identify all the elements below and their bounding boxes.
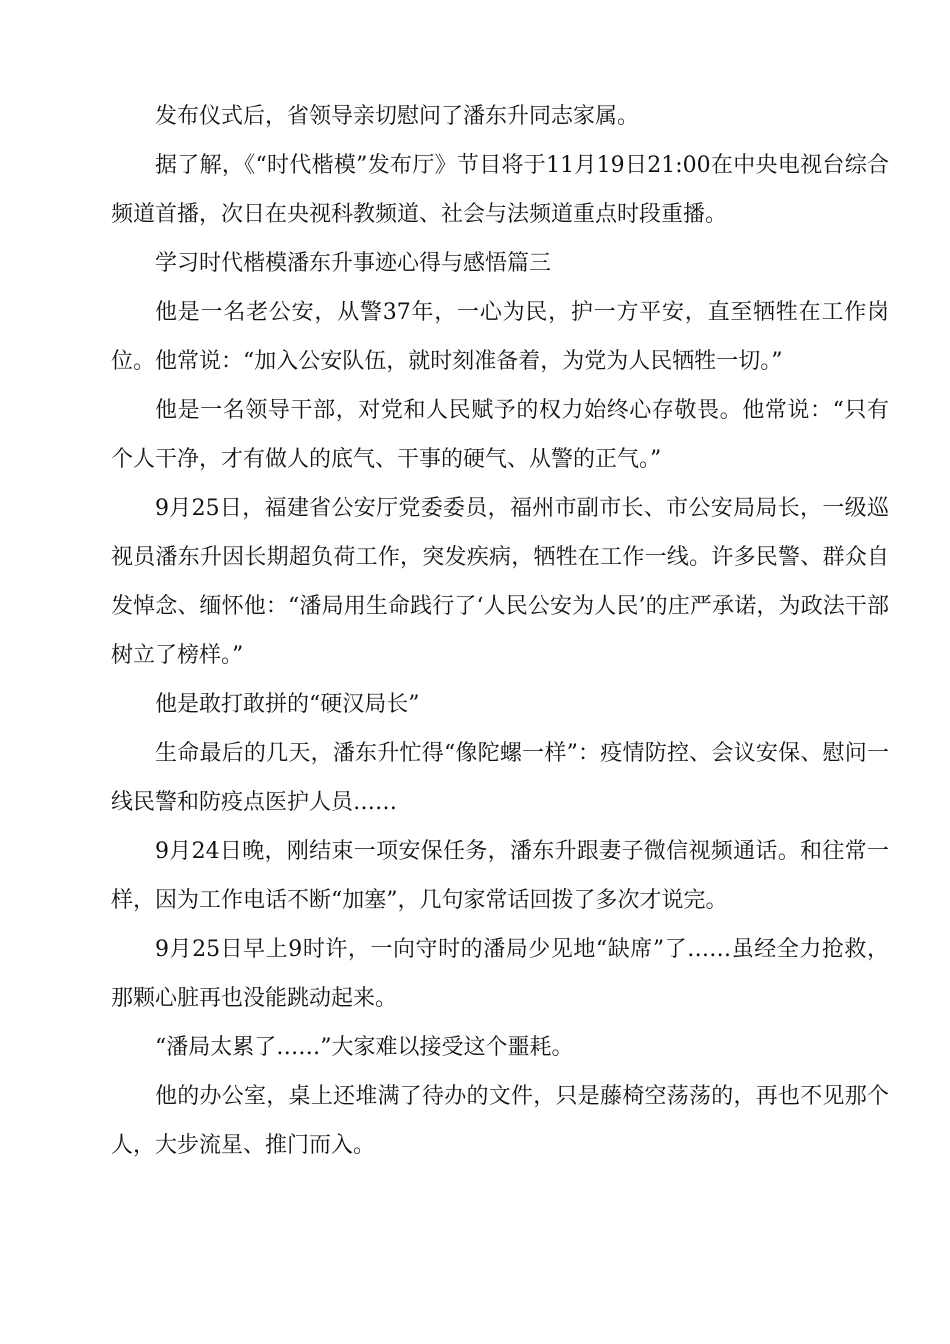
paragraph-broadcast-schedule: 据了解，《“时代楷模”发布厅》节目将于11月19日21:00在中央电视台综合频道首播，次日在央视科教频道、社会与法频道重点时段重播。 — [111, 153, 889, 227]
paragraph-sacrifice: 9月25日，福建省公安厅党委委员，福州市副市长、市公安局局长，一级巡视员潘东升因长期超负荷工作，突发疾病，牺牲在工作一线。许多民警、群众自发悼念、缅怀他：“潘局用生命践行了‘人民公安为人民’的庄严承诺，为政法干部树立了榜样。” — [111, 496, 889, 668]
paragraph-grief: “潘局太累了……”大家难以接受这个噩耗。 — [155, 1035, 574, 1060]
paragraph-leader-cadre: 他是一名领导干部，对党和人民赋予的权力始终心存敬畏。他常说：“只有个人干净，才有做人的底气、干事的硬气、从警的正气。” — [111, 398, 889, 472]
document-body — [111, 92, 889, 1170]
section-heading: 学习时代楷模潘东升事迹心得与感悟篇三 — [155, 251, 552, 276]
paragraph-veteran-police: 他是一名老公安，从警37年，一心为民，护一方平安，直至牺牲在工作岗位。他常说：“加入公安队伍，就时刻准备着，为党为人民牺牲一切。” — [111, 300, 889, 374]
paragraph-condolence: 发布仪式后，省领导亲切慰问了潘东升同志家属。 — [155, 104, 640, 129]
subheading-tough-chief: 他是敢打敢拼的“硬汉局长” — [155, 692, 420, 717]
paragraph-office: 他的办公室，桌上还堆满了待办的文件，只是藤椅空荡荡的，再也不见那个人，大步流星、推门而入。 — [111, 1084, 889, 1158]
paragraph-sept-25: 9月25日早上9时许，一向守时的潘局少见地“缺席”了……虽经全力抢救，那颗心脏再也没能跳动起来。 — [111, 937, 889, 1011]
paragraph-sept-24: 9月24日晚，刚结束一项安保任务，潘东升跟妻子微信视频通话。和往常一样，因为工作电话不断“加塞”，几句家常话回拨了多次才说完。 — [111, 839, 889, 913]
paragraph-last-days: 生命最后的几天，潘东升忙得“像陀螺一样”：疫情防控、会议安保、慰问一线民警和防疫点医护人员…… — [111, 741, 889, 815]
